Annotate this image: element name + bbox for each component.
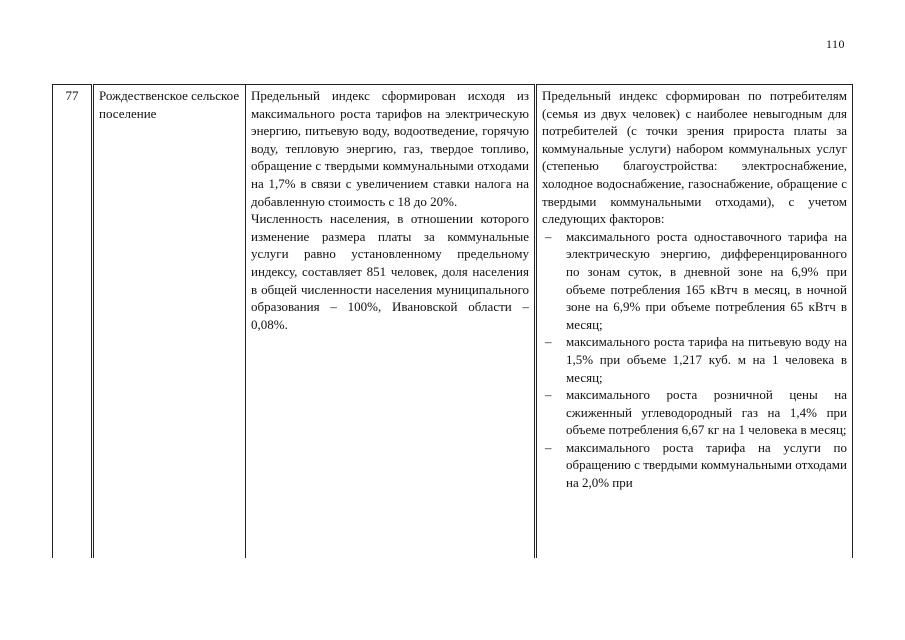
population-paragraph: Численность населения, в отношении которого изменение размера платы за коммунальные услуги равно установленному предельному индексу, составляет 851 человек, доля населения в общей численности населения муниципального образования – 100%, Ивановской области – 0,08%. xyxy=(251,211,529,332)
page-number: 110 xyxy=(825,37,845,51)
factor-list xyxy=(542,228,847,492)
row-number: 77 xyxy=(65,88,79,103)
municipality-name-cell xyxy=(93,85,246,559)
basis-paragraph: Предельный индекс сформирован исходя из максимального роста тарифов на электрическую энергию, питьевую воду, водоотведение, горячую воду, тепловую энергию, газ, твердое топливо, обращение с твердыми коммунальными отходами на 1,7% в связи с увеличением ставки налога на добавленную стоимость с 18 до 20%. xyxy=(251,88,529,209)
row-number-cell xyxy=(53,85,93,559)
factor-waste: – максимального роста тарифа на услуги по обращению с твердыми коммунальными отходами на 2,0% при xyxy=(542,439,847,492)
factor-gas: – максимального роста розничной цены на сжиженный углеводородный газ на 1,4% при объеме потребления 6,67 кг на 1 человека в месяц; xyxy=(542,386,847,439)
table-row xyxy=(53,85,853,559)
tariff-index-table xyxy=(52,84,853,558)
factors-intro: Предельный индекс сформирован по потребителям (семья из двух человек) с наиболее невыгодным для потребителей (с точки зрения прироста платы за коммунальные услуги) набором коммунальных услуг (степенью благоустройства: электроснабжение, холодное водоснабжение, газоснабжение, обращение с твердыми коммунальными отходами), с учетом следующих факторов: xyxy=(542,88,847,227)
municipality-name: Рождественское сельское поселение xyxy=(99,88,240,121)
factor-water: – максимального роста тарифа на питьевую воду на 1,5% при объеме 1,217 куб. м на 1 человека в месяц; xyxy=(542,333,847,386)
factor-electricity: – максимального роста одноставочного тарифа на электрическую энергию, дифференцированного по зонам суток, в дневной зоне на 6,9% при объеме потребления 165 кВтч в месяц, в ночной зоне на 6,9% при объеме потребления 65 кВтч в месяц; xyxy=(542,228,847,334)
index-basis-cell xyxy=(246,85,536,559)
index-factors-cell xyxy=(536,85,853,559)
